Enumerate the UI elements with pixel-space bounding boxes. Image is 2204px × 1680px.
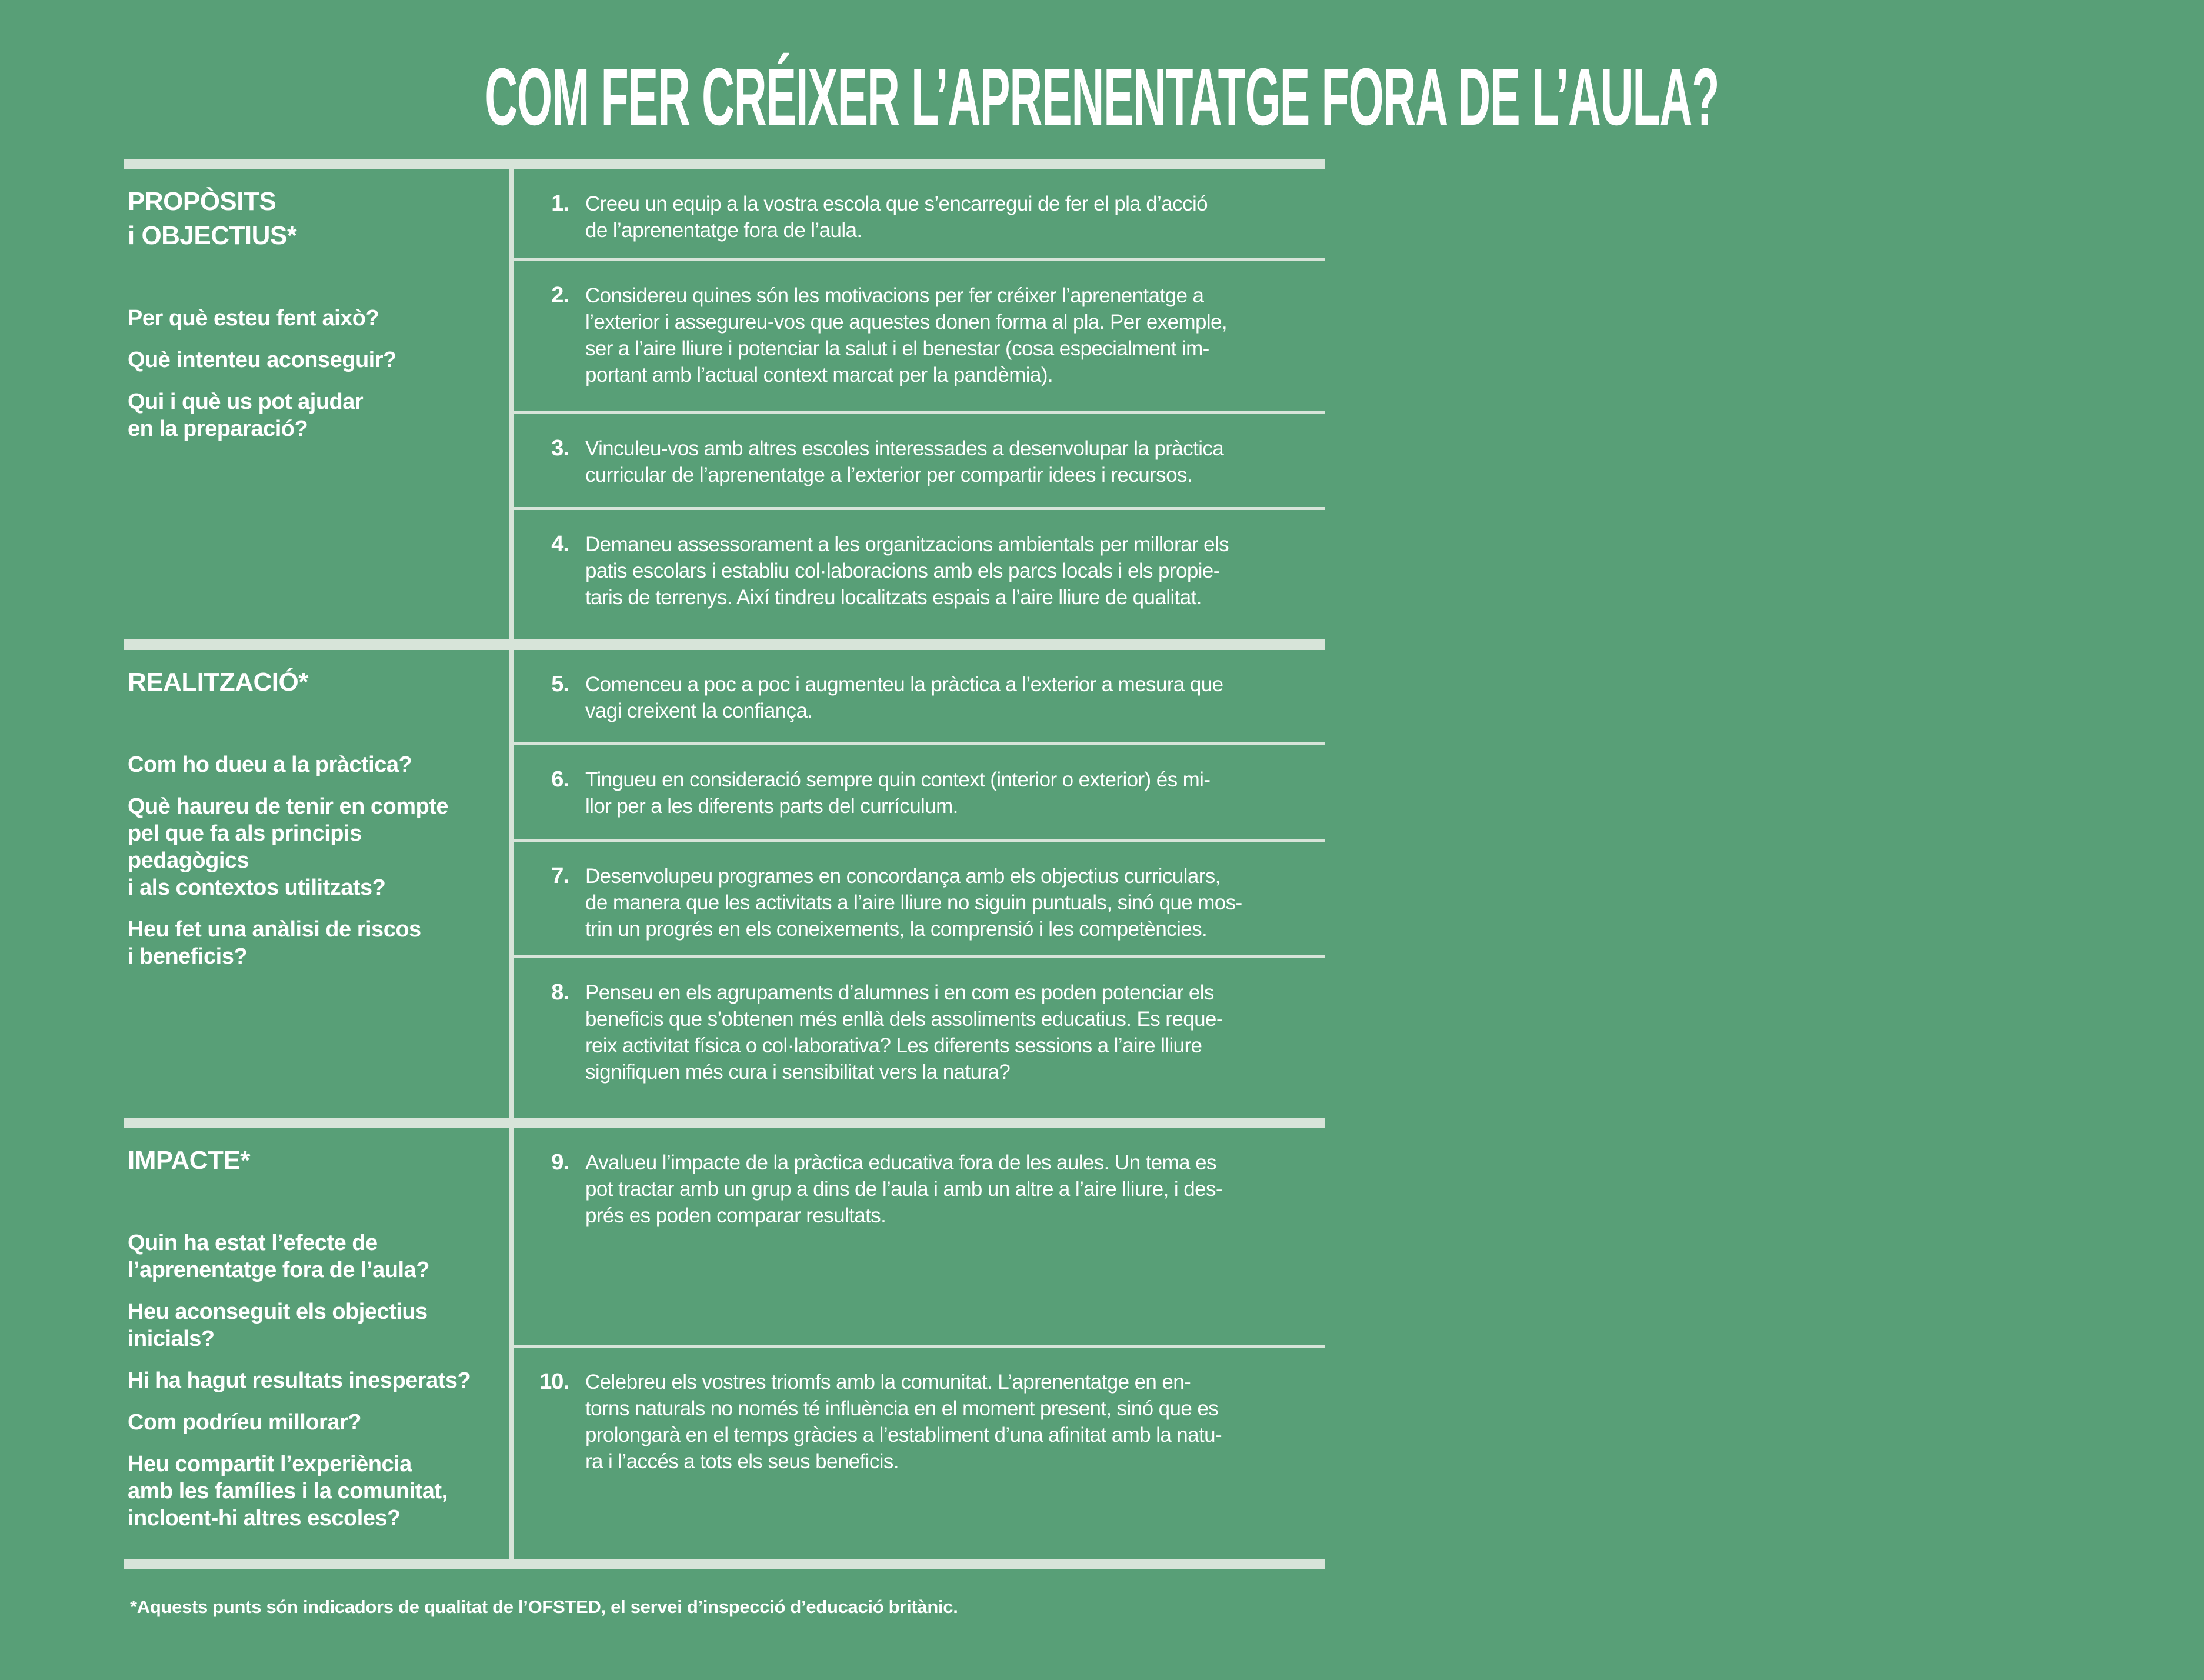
section-2-left-column — [124, 650, 514, 1118]
question: Heu aconseguit els objectius inicials? — [128, 1299, 428, 1351]
table-top-bar — [124, 159, 1325, 169]
list-item — [514, 169, 1325, 261]
question: Per què esteu fent això? — [128, 306, 379, 331]
item-text: Celebreu els vostres triomfs amb la comunitat. L’aprenentatge en en- torns naturals no només té influència en el moment present, sinó que es prolongarà en el temps gràcies a l’establiment d’una afinitat amb la natu- ra i l’accés a tots els seus beneficis. — [585, 1371, 1222, 1473]
item-number: 9. — [551, 1150, 569, 1175]
list-item — [514, 261, 1325, 414]
list-item — [514, 650, 1325, 745]
question: Què haureu de tenir en compte pel que fa als principis pedagògics i als contextos utilitzats? — [128, 794, 449, 900]
question: Hi ha hagut resultats inesperats? — [128, 1368, 471, 1393]
section-1-left-column — [124, 169, 514, 639]
item-number: 2. — [551, 283, 569, 308]
section-3-questions — [128, 1229, 498, 1532]
question: Com podríeu millorar? — [128, 1410, 361, 1435]
item-text: Considereu quines són les motivacions per fer créixer l’aprenentatge a l’exterior i assegureu-vos que aquestes donen forma al pla. Per exemple, ser a l’aire lliure i potenciar la salut i el benestar (cosa especialment im- portant amb l’actual context marcat per la pandèmia). — [585, 284, 1228, 386]
section-1-items — [514, 169, 1325, 639]
item-number: 5. — [551, 672, 569, 696]
section-1-header: PROPÒSITS i OBJECTIUS* — [128, 187, 297, 250]
question: Qui i què us pot ajudar en la preparació? — [128, 389, 364, 441]
section-2-questions — [128, 751, 498, 970]
item-number: 7. — [551, 864, 569, 888]
item-number: 3. — [551, 436, 569, 461]
item-text: Desenvolupeu programes en concordança amb els objectius curriculars, de manera que les activitats a l’aire lliure no siguin puntuals, sinó que mos- trin un progrés en els coneixements, la comprensió i les competències. — [585, 865, 1242, 941]
item-text: Tingueu en consideració sempre quin context (interior o exterior) és mi- llor per a les diferents parts del currículum. — [585, 768, 1211, 818]
item-text: Creeu un equip a la vostra escola que s’encarregui de fer el pla d’acció de l’aprenentatge fora de l’aula. — [585, 192, 1208, 242]
section-divider-bar — [124, 639, 1325, 650]
list-item — [514, 1348, 1325, 1559]
footnote: *Aquests punts són indicadors de qualitat de l’OFSTED, el servei d’inspecció d’educació britànic. — [130, 1596, 958, 1617]
item-text: Demaneu assessorament a les organitzacions ambientals per millorar els patis escolars i establiu col·laboracions amb els parcs locals i els propie- taris de terrenys. Així tindreu localitzats espais a l’aire lliure de qualitat. — [585, 533, 1229, 609]
item-number: 8. — [551, 980, 569, 1005]
item-number: 10. — [539, 1369, 569, 1394]
checklist-table — [124, 159, 1325, 1569]
section-proposits-objectius — [124, 169, 1325, 639]
section-1-questions — [128, 305, 498, 442]
question: Quin ha estat l’efecte de l’aprenentatge fora de l’aula? — [128, 1231, 429, 1282]
list-item — [514, 842, 1325, 958]
list-item — [514, 1128, 1325, 1348]
page-title-text: COM FER CRÉIXER L’APRENENTATGE FORA DE L’AULA? — [485, 52, 1719, 142]
item-number: 1. — [551, 191, 569, 216]
item-number: 6. — [551, 767, 569, 792]
section-2-items — [514, 650, 1325, 1118]
page-title — [0, 52, 1719, 142]
section-3-header: IMPACTE* — [128, 1146, 250, 1175]
list-item — [514, 745, 1325, 842]
section-divider-bar — [124, 1118, 1325, 1128]
list-item — [514, 510, 1325, 639]
item-text: Comenceu a poc a poc i augmenteu la pràctica a l’exterior a mesura que vagi creixent la confiança. — [585, 673, 1223, 722]
table-bottom-bar — [124, 1559, 1325, 1569]
list-item — [514, 414, 1325, 510]
item-text: Penseu en els agrupaments d’alumnes i en com es poden potenciar els beneficis que s’obtenen més enllà dels assoliments educatius. Es reque- reix activitat física o col·laborativa? Les diferents sessions a l’aire lliure signifiquen més cura i sensibilitat vers la natura? — [585, 981, 1223, 1084]
section-2-header: REALITZACIÓ* — [128, 668, 308, 696]
item-number: 4. — [551, 532, 569, 556]
item-text: Vinculeu-vos amb altres escoles interessades a desenvolupar la pràctica curricular de l’aprenentatge a l’exterior per compartir idees i recursos. — [585, 437, 1224, 486]
question: Com ho dueu a la pràctica? — [128, 752, 412, 777]
section-3-items — [514, 1128, 1325, 1559]
question: Què intenteu aconseguir? — [128, 348, 396, 372]
question: Heu compartit l’experiència amb les famílies i la comunitat, incloent-hi altres escoles? — [128, 1452, 448, 1531]
question: Heu fet una anàlisi de riscos i beneficis? — [128, 917, 421, 969]
list-item — [514, 958, 1325, 1118]
section-impacte — [124, 1128, 1325, 1559]
section-3-left-column — [124, 1128, 514, 1559]
item-text: Avalueu l’impacte de la pràctica educativa fora de les aules. Un tema es pot tractar amb un grup a dins de l’aula i amb un altre a l’aire lliure, i des- prés es poden comparar resultats. — [585, 1151, 1222, 1227]
section-realitzacio — [124, 650, 1325, 1118]
